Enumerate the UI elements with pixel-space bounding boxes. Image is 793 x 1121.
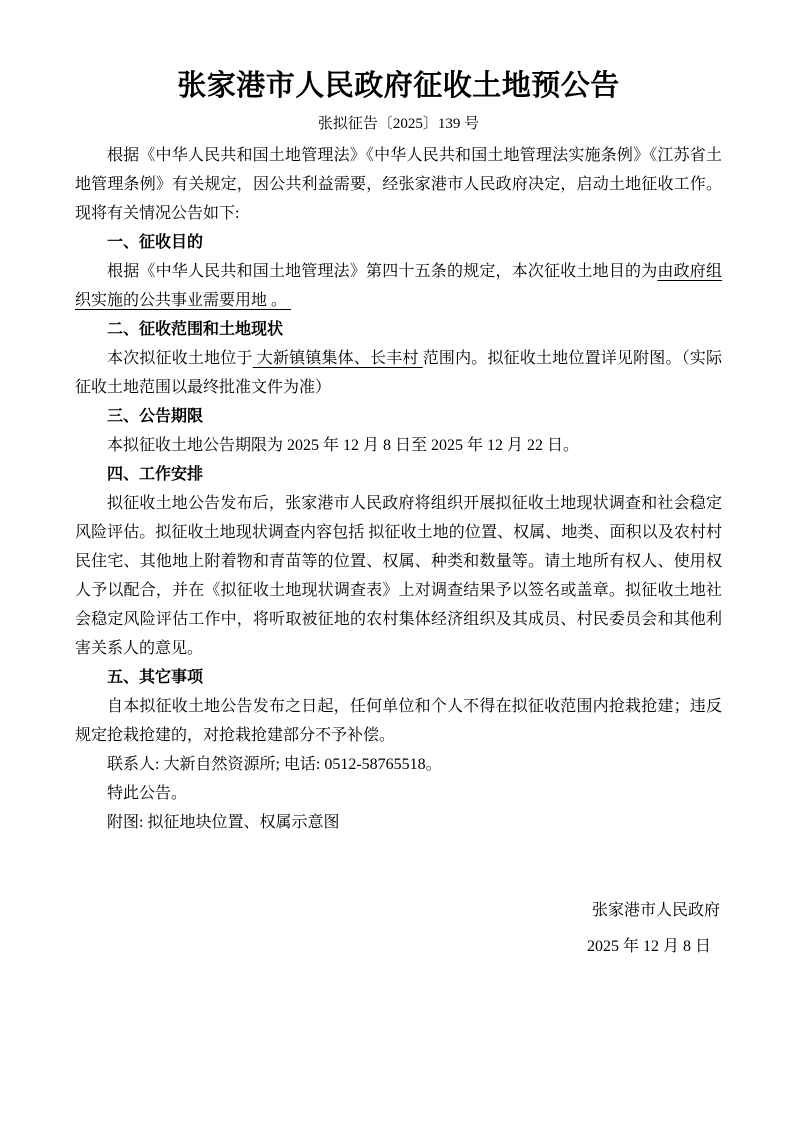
section-2-underlined-text: 大新镇镇集体、长丰村 [252,350,423,367]
section-4-heading: 四、工作安排 [107,466,204,483]
section-1-text: 根据《中华人民共和国土地管理法》第四十五条的规定，本次征收土地目的为 [107,263,658,280]
section-3-body: 本拟征收土地公告期限为 2025 年 12 月 8 日至 2025 年 12 月 22 日。 [107,437,580,454]
document-body [75,141,722,837]
section-5-contact-line: 联系人: 大新自然资源所; 电话: 0512-58765518。 [107,756,442,773]
signature-issuer: 张家港市人民政府 [591,902,720,919]
section-5-heading: 五、其它事项 [107,669,204,686]
section-3-heading: 三、公告期限 [107,408,204,425]
section-5-attachment-line: 附图: 拟征地块位置、权属示意图 [107,814,340,831]
section-1-underlined-text: 由政府组织实施的公共事业需要用地 。 [75,263,722,309]
section-2-text-suffix: 范围内。拟征收土地位置详见附图。（实际征收土地范围以最终批准文件为准） [75,350,722,396]
section-4-body: 拟征收土地公告发布后，张家港市人民政府将组织开展拟征收土地现状调查和社会稳定风险评估。拟征收土地现状调查内容包括 拟征收土地的位置、权属、地类、面积以及农村村民住宅、其他地上附着物和青苗等的位置、权属、种类和数量等。请土地所有权人、使用权人予以配合，并在《拟征收土地现状调查表》上对调查结果予以签名或盖章。拟征收土地社会稳定风险评估工作中，将听取被征地的农村集体经济组织及其成员、村民委员会和其他利害关系人的意见。 [75,495,722,657]
section-5-paragraph-1: 自本拟征收土地公告发布之日起，任何单位和个人不得在拟征收范围内抢栽抢建；违反规定抢栽抢建的，对抢栽抢建部分不予补偿。 [75,698,722,744]
signature-block [75,893,722,965]
signature-date: 2025 年 12 月 8 日 [586,938,711,955]
section-2-text: 本次拟征收土地位于 [107,350,253,367]
section-2-heading: 二、征收范围和土地现状 [107,321,284,338]
page-title: 张家港市人民政府征收土地预公告 [177,70,620,102]
intro-paragraph: 根据《中华人民共和国土地管理法》《中华人民共和国土地管理法实施条例》《江苏省土地管理条例》有关规定，因公共利益需要，经张家港市人民政府决定，启动土地征收工作。现将有关情况公告如下: [75,147,722,222]
section-5-closing-line: 特此公告。 [107,785,188,802]
section-1-body [75,257,722,315]
section-2-body [75,344,722,402]
document-number: 张拟征告〔2025〕139 号 [317,116,480,132]
section-1-heading: 一、征收目的 [107,234,204,251]
